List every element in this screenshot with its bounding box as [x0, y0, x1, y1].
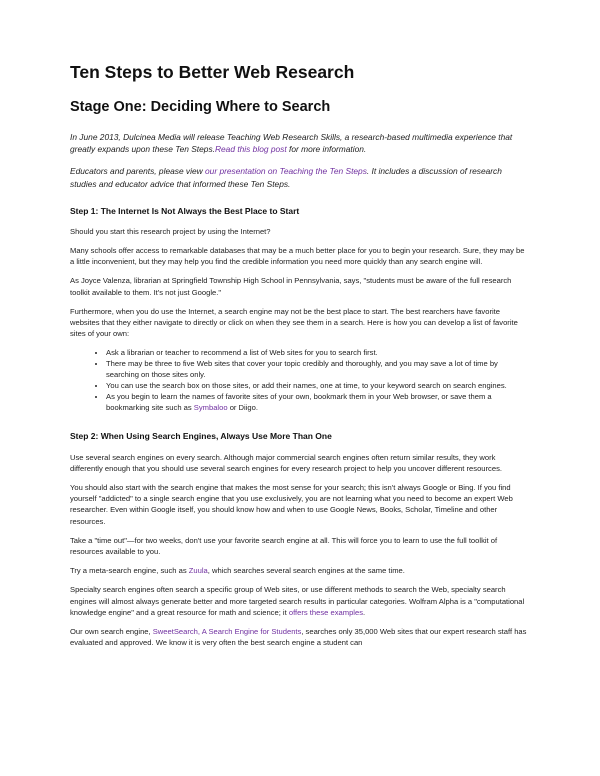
list-item: • There may be three to five Web sites that cover your topic credibly and thoroughly, and you may save a lot of time by searching on those sites only.: [106, 358, 530, 380]
list-item: • Ask a librarian or teacher to recommend a list of Web sites for you to search first.: [106, 347, 530, 358]
step-2-paragraph-6: [70, 626, 530, 648]
p4-text-b: , which searches several search engines at the same time.: [207, 566, 405, 576]
intro-paragraph-2: [70, 165, 530, 189]
p5-text-a: Specialty search engines often search a specific group of Web sites, or use different methods to search the Web, specialty search engines will almost always generate better and more targeted search results in particular categories. Wolfram Alpha is a "computational knowledge engine" and a great resource for math and science; it: [70, 585, 525, 617]
step-2-paragraph-2: You should also start with the search engine that makes the most sense for your search; this isn't always Google or Bing. If you find yourself "addicted" to a single search engine that you use exclusively, you are not learning what you need to become an expert Web researcher. Even within Google itself, you should know how and when to use Google News, Books, Scholar, Timeline and other resources.: [70, 482, 513, 526]
intro-1-text-a: In June 2013, Dulcinea Media will release Teaching Web Research Skills, a research-based multimedia experience that greatly expands upon these Ten Steps.: [70, 132, 513, 155]
step-1-paragraph-4: Furthermore, when you do use the Internet, a search engine may not be the best place to start. The best rearchers have favorite websites that they either navigate to directly or click on when they see them in a search. Here is how you can develop a list of favorite sites of your own:: [70, 306, 518, 339]
p5-text-b: .: [363, 607, 366, 617]
step-1-heading: Step 1: The Internet Is Not Always the Best Place to Start: [70, 205, 300, 216]
presentation-link[interactable]: our presentation on Teaching the Ten Steps: [205, 166, 367, 177]
p6-text-b: , searches only 35,000 Web sites that our expert research staff has evaluated and approved. We know it is very often the best search engine a student can: [70, 626, 527, 648]
document-content: [70, 62, 530, 656]
symbaloo-link[interactable]: Symbaloo: [193, 403, 228, 413]
intro-2-text-b: . It includes a discussion of research studies and educator advice that informed these Ten Steps.: [70, 166, 502, 189]
list-item: • You can use the search box on those sites, or add their names, one at time, to your keyword search on search engines.: [106, 380, 530, 391]
intro-2-text-a: Educators and parents, please view: [70, 166, 206, 177]
page-title: Ten Steps to Better Web Research: [70, 62, 355, 82]
bullet-4-text-b: or Diigo.: [227, 403, 258, 413]
step-2-paragraph-5: [70, 584, 530, 618]
zuula-link[interactable]: Zuula: [188, 566, 208, 576]
bullet-4-text-a: As you begin to learn the names of favorite sites of your own, bookmark them in your Web browser, or save them a bookmarking site such as: [106, 392, 492, 413]
blog-post-link[interactable]: Read this blog post: [214, 144, 287, 155]
step-1-paragraph-3: As Joyce Valenza, librarian at Springfield Township High School in Pennsylvania, says, "students must be aware of the full research toolkit available to them. It's not just Google.": [70, 276, 512, 297]
favorite-sites-list: [70, 347, 530, 413]
step-1-paragraph-1: Should you start this research project by using the Internet?: [70, 226, 271, 236]
list-item: [106, 391, 530, 413]
examples-link[interactable]: offers these examples: [288, 607, 363, 617]
step-2-paragraph-3: Take a "time out"—for two weeks, don't use your favorite search engine at all. This will force you to learn to use the full toolkit of resources available to you.: [70, 535, 498, 556]
intro-paragraph-1: [70, 131, 530, 155]
step-2-paragraph-1: Use several search engines on every search. Although major commercial search engines often return similar results, they work differently enough that you should use several search engines for every research project to help you uncover different resources.: [70, 452, 502, 473]
p6-text-a: Our own search engine,: [70, 626, 153, 636]
step-2-paragraph-4: [70, 565, 530, 576]
stage-title: Stage One: Deciding Where to Search: [70, 98, 331, 115]
p4-text-a: Try a meta-search engine, such as: [70, 566, 189, 576]
sweetsearch-link[interactable]: SweetSearch, A Search Engine for Students: [152, 626, 302, 636]
step-1-paragraph-2: Many schools offer access to remarkable databases that may be a much better place for you to begin your research. Sure, they may be a little inconvenient, but they may help you find the credible information you need more quickly than any search engine will.: [70, 246, 525, 267]
step-2-heading: Step 2: When Using Search Engines, Always Use More Than One: [70, 431, 332, 442]
intro-1-text-b: for more information.: [286, 144, 367, 155]
